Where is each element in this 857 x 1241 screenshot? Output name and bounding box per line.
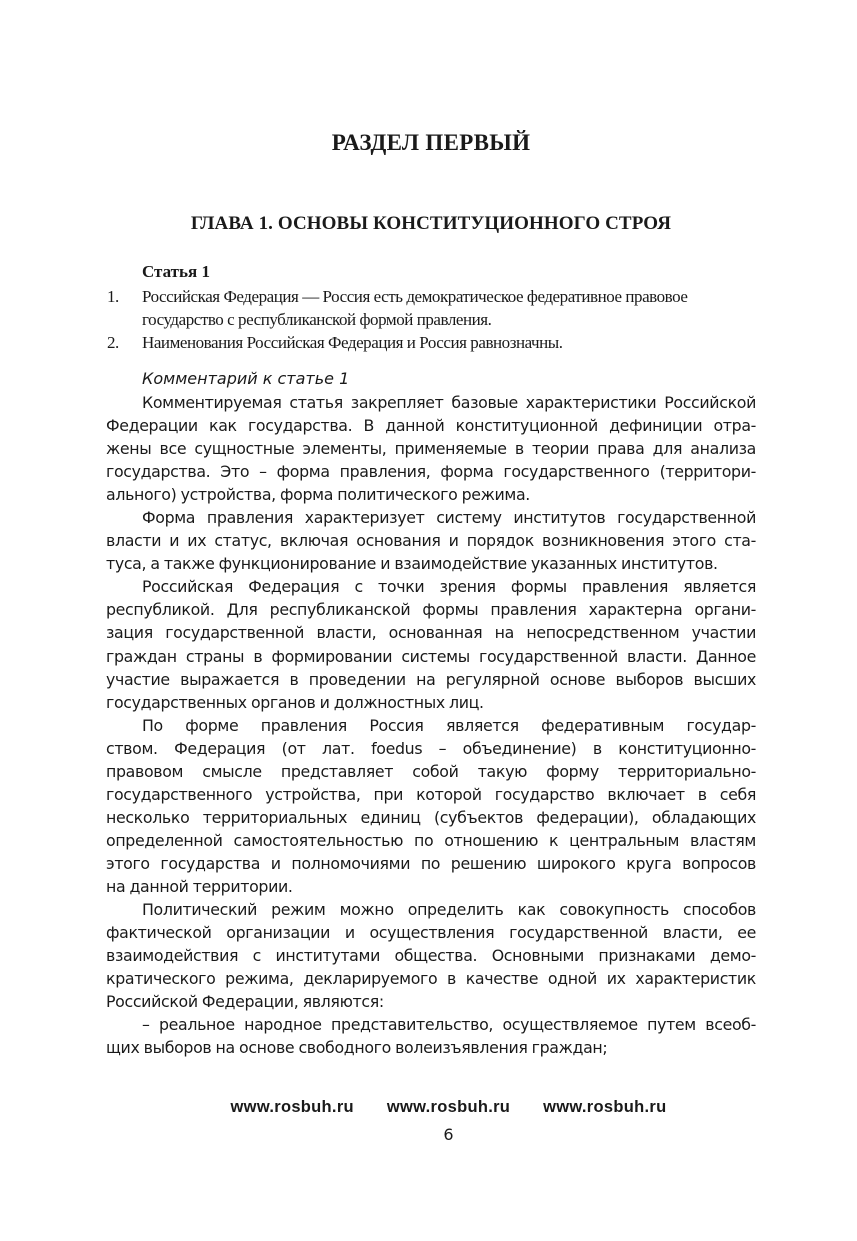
text-line: жены все сущностные элементы, применяемые в теории права для анализа [106,439,756,459]
article-item [107,285,757,331]
text-line: туса, а также функционирование и взаимодействие указанных институтов. [106,554,718,574]
footer-link[interactable]: www.rosbuh.ru [543,1098,667,1116]
article-item [107,331,757,354]
text-line: – реальное народное представительство, осуществляемое путем всеоб- [142,1015,756,1035]
commentary-body [106,391,756,1059]
text-line: Российская Федерация с точки зрения формы правления является [142,577,756,597]
text-line: граждан страны в формировании системы государственной власти. Данное [106,646,756,666]
text-line: По форме правления Россия является федеративным государ- [142,715,756,735]
article-item-text: государство с республиканской формой правления. [142,310,492,329]
paragraph [106,575,756,713]
text-line: определенной самостоятельностью по отношению к центральным властям [106,830,756,850]
text-line: щих выборов на основе свободного волеизъявления граждан; [106,1038,608,1058]
text-line: этого государства и полномочиями по решению широкого круга вопросов [106,853,756,873]
text-line: кратического режима, декларируемого в качестве одной их характеристик [106,969,756,989]
text-line: правовом смысле представляет собой такую форму территориально- [106,761,756,781]
text-line: власти и их статус, включая основания и порядок возникновения этого ста- [106,531,756,551]
article-item-number: 1. [107,287,119,306]
commentary-heading: Комментарий к статье 1 [142,369,350,388]
text-line: Форма правления характеризует систему институтов государственной [142,508,756,528]
text-line: на данной территории. [106,876,293,896]
text-line: Политический режим можно определить как совокупность способов [142,900,756,920]
article-title: Статья 1 [142,262,210,281]
text-line: государственных органов и должностных лиц. [106,692,484,712]
paragraph [106,391,756,506]
text-line: несколько территориальных единиц (субъектов федерации), обладающих [106,807,756,827]
paragraph [106,714,756,898]
article-item-number: 2. [107,333,119,352]
text-line: ального) устройства, форма политического режима. [106,485,530,505]
chapter-title: ГЛАВА 1. ОСНОВЫ КОНСТИТУЦИОННОГО СТРОЯ [190,213,672,234]
text-line: ством. Федерация (от лат. foedus – объединение) в конституционно- [106,738,756,758]
text-line: участие выражается в проведении на регулярной основе выборов высших [106,669,756,689]
article-item-text: Российская Федерация — Россия есть демократическое федеративное правовое [142,287,688,306]
article-item-text: Наименования Российская Федерация и Россия равнозначны. [142,333,563,352]
text-line: республикой. Для республиканской формы правления характерна органи- [106,600,756,620]
text-line: государства. Это – форма правления, форма государственного (территори- [106,462,756,482]
paragraph [106,898,756,1013]
paragraph [106,506,756,575]
page-number: 6 [443,1125,454,1144]
article-items [107,285,757,354]
text-line: Федерации как государства. В данной конституционной дефиниции отра- [106,416,756,436]
text-line: Комментируемая статья закрепляет базовые характеристики Российской [142,393,756,412]
section-title: РАЗДЕЛ ПЕРВЫЙ [331,130,531,155]
text-line: взаимодействия с институтами общества. Основными признаками демо- [106,946,756,966]
text-line: зация государственной власти, основанная на непосредственном участии [106,623,756,643]
paragraph [106,1013,756,1059]
footer-link[interactable]: www.rosbuh.ru [230,1098,354,1116]
footer-link[interactable]: www.rosbuh.ru [386,1098,511,1116]
footer-links [0,1098,857,1117]
text-line: фактической организации и осуществления государственной власти, ее [106,923,756,943]
text-line: государственного устройства, при которой государство включает в себя [106,784,756,804]
text-line: Российской Федерации, являются: [106,992,384,1012]
